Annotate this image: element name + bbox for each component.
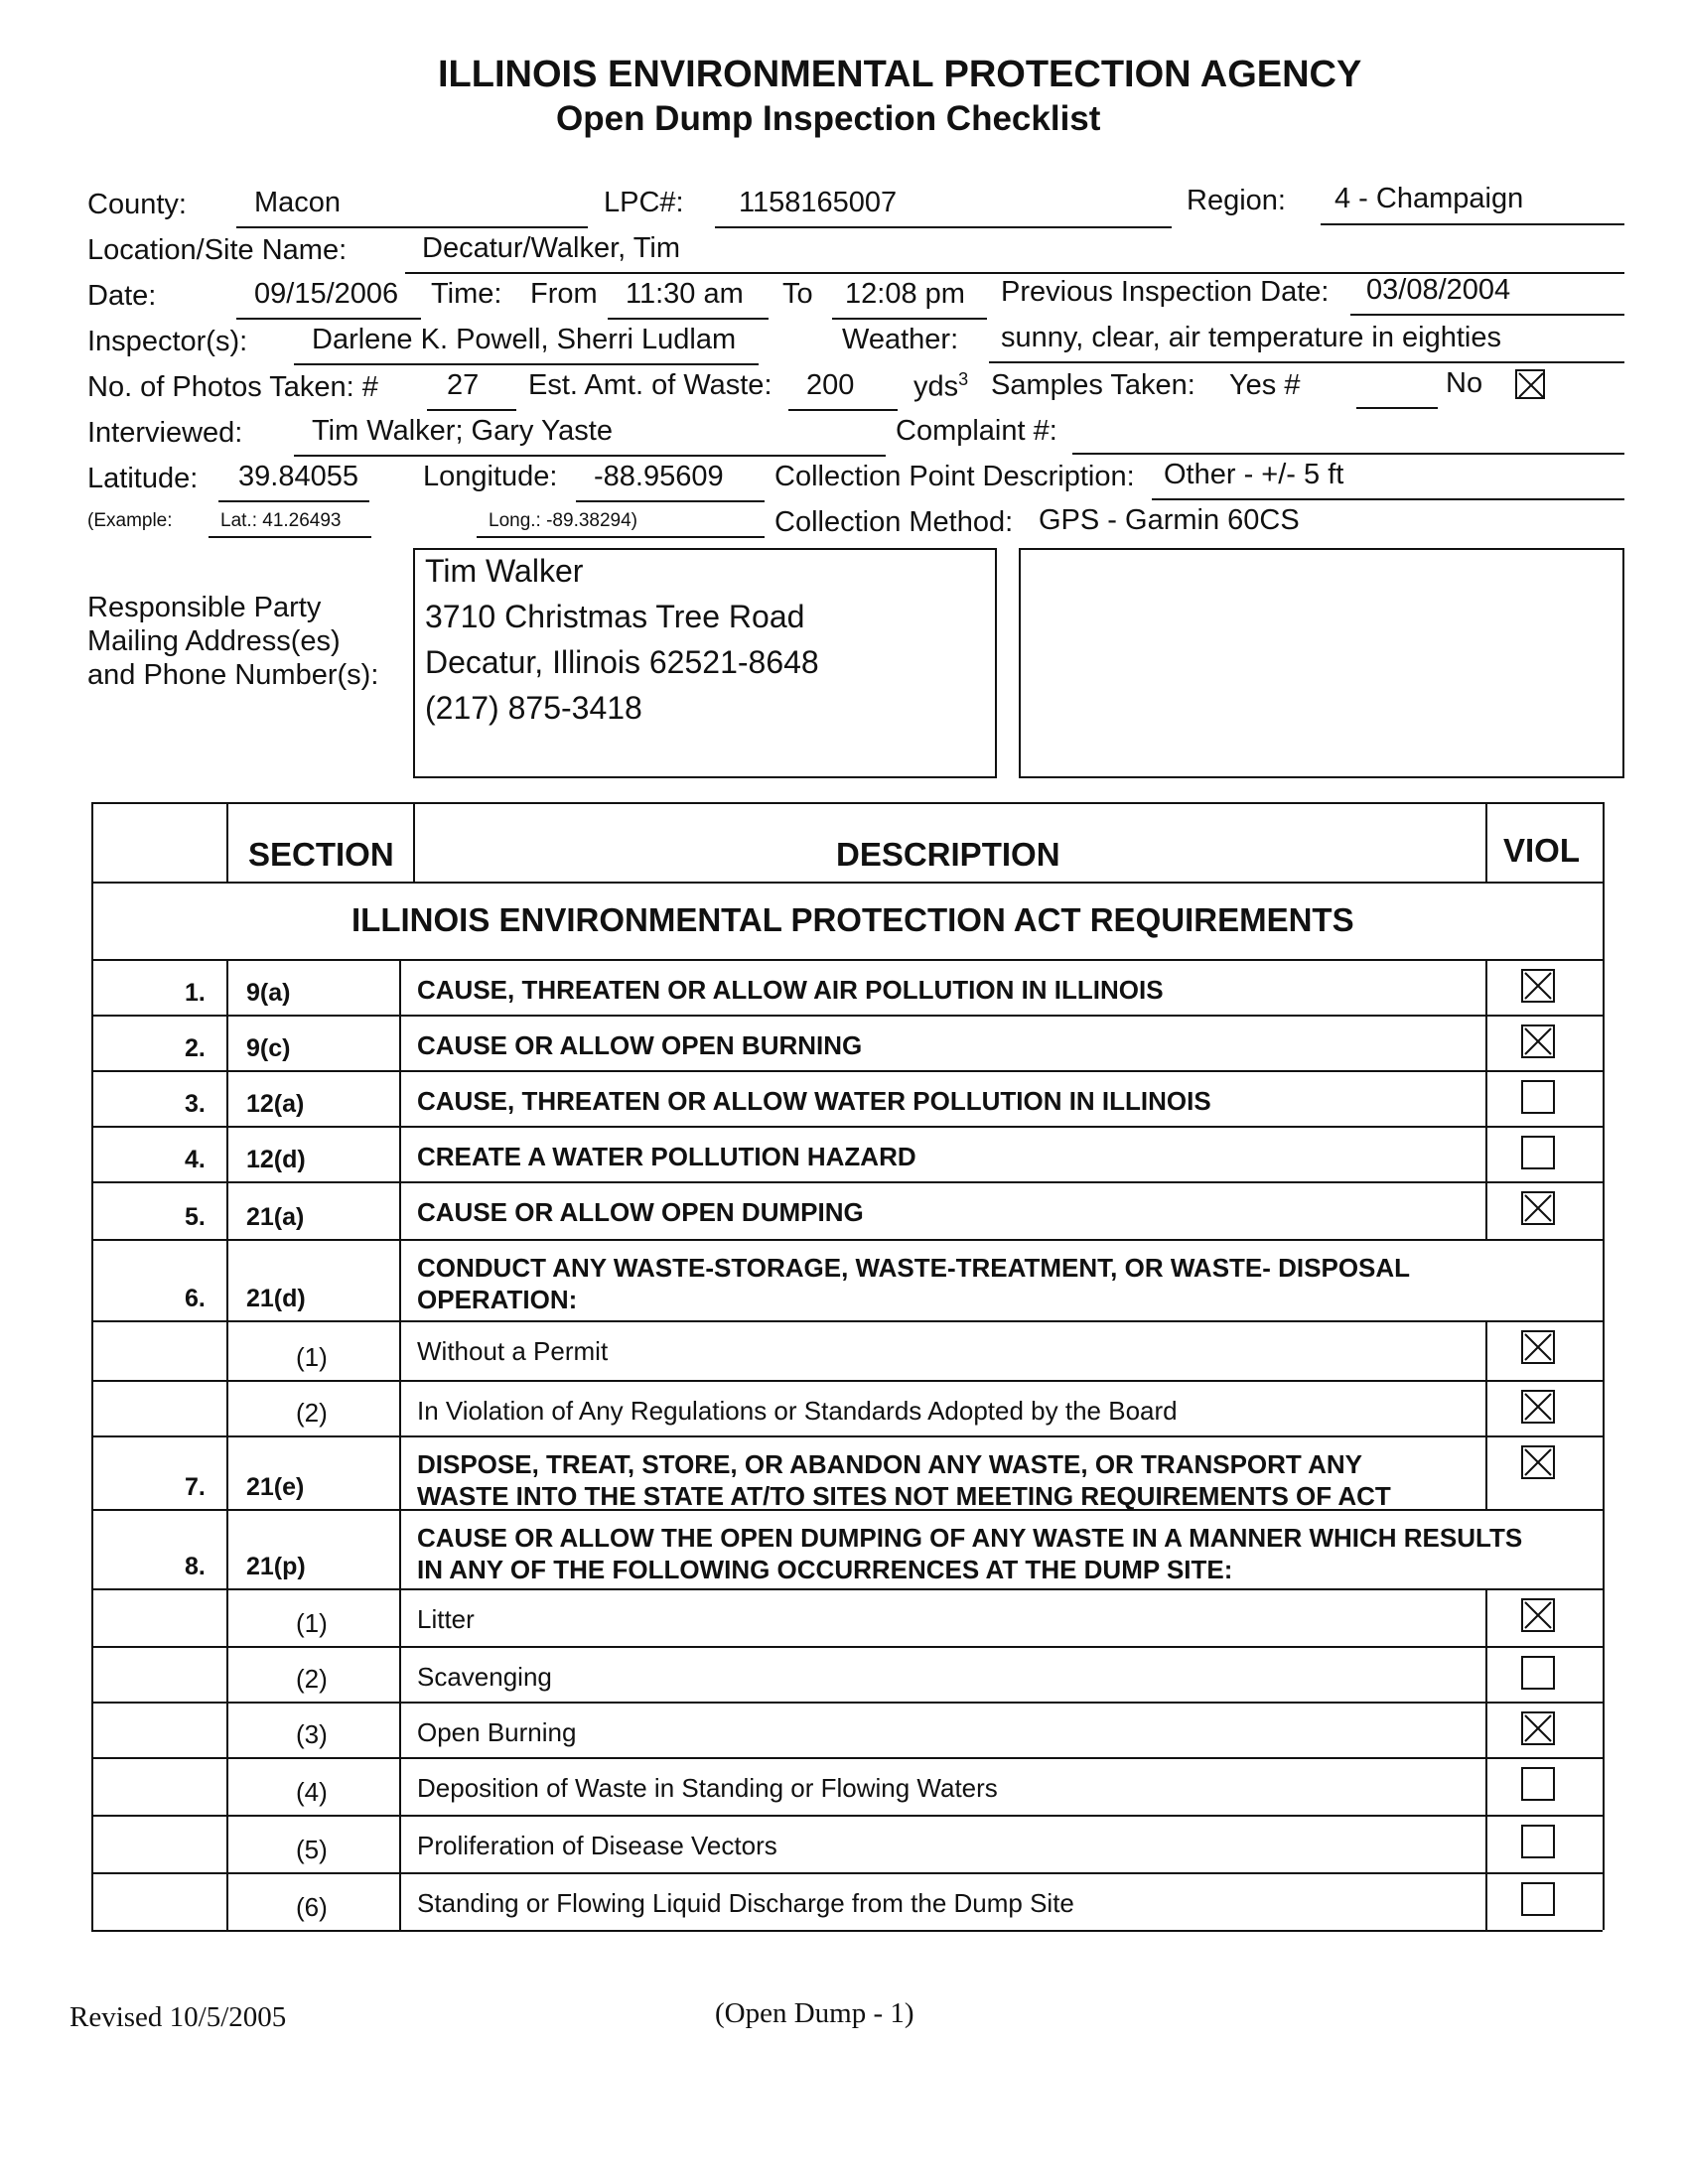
county-value: Macon <box>254 187 342 218</box>
row-description: CAUSE OR ALLOW OPEN DUMPING <box>417 1197 864 1227</box>
violation-checkbox[interactable] <box>1521 969 1555 1003</box>
row-section: 9(a) <box>246 979 291 1007</box>
row-number: 3. <box>185 1090 206 1118</box>
row-section: 21(d) <box>246 1285 306 1312</box>
row-description: Without a Permit <box>417 1336 609 1366</box>
col-viol-header: VIOL <box>1503 832 1581 869</box>
longitude-label: Longitude: <box>423 461 558 492</box>
row-description-line-1: CAUSE OR ALLOW THE OPEN DUMPING OF ANY WASTE IN A MANNER WHICH RESULTS <box>417 1523 1523 1553</box>
address-line-1: Tim Walker <box>425 553 584 589</box>
row-description: CAUSE, THREATEN OR ALLOW AIR POLLUTION IN ILLINOIS <box>417 975 1164 1005</box>
row-description: CAUSE, THREATEN OR ALLOW WATER POLLUTION IN ILLINOIS <box>417 1086 1211 1116</box>
longitude-value: -88.95609 <box>594 461 724 492</box>
row-subsection: (2) <box>296 1398 328 1428</box>
row-number: 2. <box>185 1034 206 1062</box>
cpd-label: Collection Point Description: <box>774 461 1135 492</box>
violation-checkbox[interactable] <box>1521 1191 1555 1225</box>
row-subsection: (5) <box>296 1835 328 1864</box>
row-description: In Violation of Any Regulations or Standards Adopted by the Board <box>417 1396 1178 1426</box>
row-description: Standing or Flowing Liquid Discharge from the Dump Site <box>417 1888 1074 1918</box>
samples-no-checkbox[interactable] <box>1515 369 1545 399</box>
check-x-icon <box>1523 1332 1553 1362</box>
violation-checkbox[interactable] <box>1521 1711 1555 1745</box>
responsible-label-2: Mailing Address(es) <box>87 625 341 657</box>
row-subsection: (6) <box>296 1892 328 1922</box>
row-section: 12(d) <box>246 1146 306 1173</box>
responsible-label-3: and Phone Number(s): <box>87 659 379 691</box>
complaint-label: Complaint #: <box>896 415 1057 447</box>
inspector-value: Darlene K. Powell, Sherri Ludlam <box>312 324 737 355</box>
row-description: CREATE A WATER POLLUTION HAZARD <box>417 1142 916 1171</box>
waste-unit: yds$^3$ <box>913 369 969 403</box>
address-line-4: (217) 875-3418 <box>425 690 642 726</box>
address-line-3: Decatur, Illinois 62521-8648 <box>425 644 819 680</box>
latitude-label: Latitude: <box>87 463 199 494</box>
row-description: Open Burning <box>417 1717 577 1747</box>
check-x-icon <box>1523 1026 1553 1056</box>
row-number: 1. <box>185 979 206 1007</box>
address-line-2: 3710 Christmas Tree Road <box>425 599 805 634</box>
revised-date: Revised 10/5/2005 <box>70 2001 287 2033</box>
row-subsection: (3) <box>296 1719 328 1749</box>
row-description-line-1: CONDUCT ANY WASTE-STORAGE, WASTE-TREATMENT, OR WASTE- DISPOSAL <box>417 1253 1411 1283</box>
responsible-label-1: Responsible Party <box>87 592 322 623</box>
photos-label: No. of Photos Taken: # <box>87 371 378 403</box>
row-section: 21(p) <box>246 1553 306 1580</box>
row-number: 8. <box>185 1553 206 1580</box>
row-number: 6. <box>185 1285 206 1312</box>
interviewed-label: Interviewed: <box>87 417 243 449</box>
row-subsection: (1) <box>296 1608 328 1638</box>
row-description-line-1: DISPOSE, TREAT, STORE, OR ABANDON ANY WASTE, OR TRANSPORT ANY <box>417 1449 1362 1479</box>
example-lat: Lat.: 41.26493 <box>220 510 342 531</box>
violation-checkbox[interactable] <box>1521 1136 1555 1169</box>
location-label: Location/Site Name: <box>87 234 348 266</box>
group-title: ILLINOIS ENVIRONMENTAL PROTECTION ACT REQUIREMENTS <box>351 901 1354 938</box>
check-x-icon <box>1523 1713 1553 1743</box>
row-subsection: (2) <box>296 1664 328 1694</box>
samples-yes-label: Yes # <box>1229 369 1301 401</box>
additional-address-box <box>1019 548 1624 778</box>
row-number: 7. <box>185 1473 206 1501</box>
agency-title: ILLINOIS ENVIRONMENTAL PROTECTION AGENCY <box>438 54 1362 95</box>
example-label: (Example: <box>87 510 173 531</box>
row-description: Scavenging <box>417 1662 552 1692</box>
form-title: Open Dump Inspection Checklist <box>556 99 1101 138</box>
violation-checkbox[interactable] <box>1521 1445 1555 1479</box>
prev-inspection-value: 03/08/2004 <box>1366 274 1511 306</box>
violation-checkbox[interactable] <box>1521 1825 1555 1858</box>
check-x-icon <box>1523 1193 1553 1223</box>
row-description: Deposition of Waste in Standing or Flowing Waters <box>417 1773 998 1803</box>
time-label: Time: <box>431 278 502 310</box>
time-from-value: 11:30 am <box>626 278 744 310</box>
violation-checkbox[interactable] <box>1521 1330 1555 1364</box>
time-from-label: From <box>530 278 598 310</box>
violation-checkbox[interactable] <box>1521 1656 1555 1690</box>
violation-checkbox[interactable] <box>1521 1024 1555 1058</box>
row-description-line-2: WASTE INTO THE STATE AT/TO SITES NOT MEETING REQUIREMENTS OF ACT <box>417 1481 1391 1511</box>
row-description-line-2: IN ANY OF THE FOLLOWING OCCURRENCES AT THE DUMP SITE: <box>417 1555 1233 1584</box>
time-to-label: To <box>782 278 813 310</box>
check-x-icon <box>1523 971 1553 1001</box>
row-section: 9(c) <box>246 1034 291 1062</box>
samples-label: Samples Taken: <box>991 369 1195 401</box>
row-number: 4. <box>185 1146 206 1173</box>
check-x-icon <box>1523 1447 1553 1477</box>
date-value: 09/15/2006 <box>254 278 399 310</box>
method-label: Collection Method: <box>774 506 1014 538</box>
row-description: CAUSE OR ALLOW OPEN BURNING <box>417 1030 863 1060</box>
violation-checkbox[interactable] <box>1521 1767 1555 1801</box>
photos-value: 27 <box>447 369 480 401</box>
interviewed-value: Tim Walker; Gary Yaste <box>312 415 613 447</box>
violation-checkbox[interactable] <box>1521 1882 1555 1916</box>
row-description: Proliferation of Disease Vectors <box>417 1831 777 1860</box>
row-subsection: (1) <box>296 1342 328 1372</box>
page-label: (Open Dump - 1) <box>715 1997 914 2029</box>
lpc-label: LPC#: <box>604 187 684 218</box>
location-value: Decatur/Walker, Tim <box>422 232 680 264</box>
row-description-line-2: OPERATION: <box>417 1285 578 1314</box>
time-to-value: 12:08 pm <box>845 278 965 310</box>
prev-inspection-label: Previous Inspection Date: <box>1001 276 1330 308</box>
row-subsection: (4) <box>296 1777 328 1807</box>
check-x-icon <box>1523 1392 1553 1422</box>
violation-checkbox[interactable] <box>1521 1390 1555 1424</box>
row-section: 12(a) <box>246 1090 305 1118</box>
lpc-value: 1158165007 <box>739 187 898 218</box>
example-long: Long.: -89.38294) <box>489 510 638 531</box>
row-section: 21(e) <box>246 1473 305 1501</box>
waste-value: 200 <box>806 369 855 401</box>
row-number: 5. <box>185 1203 206 1231</box>
region-value: 4 - Champaign <box>1334 183 1524 214</box>
row-description: Litter <box>417 1604 475 1634</box>
col-description-header: DESCRIPTION <box>836 836 1060 873</box>
waste-label: Est. Amt. of Waste: <box>528 369 772 401</box>
inspector-label: Inspector(s): <box>87 326 248 357</box>
samples-no-label: No <box>1446 367 1483 399</box>
latitude-value: 39.84055 <box>238 461 358 492</box>
county-label: County: <box>87 189 187 220</box>
check-x-icon <box>1523 1600 1553 1630</box>
cpd-value: Other - +/- 5 ft <box>1164 459 1344 490</box>
weather-label: Weather: <box>842 324 959 355</box>
col-section-header: SECTION <box>248 836 394 873</box>
date-label: Date: <box>87 280 157 312</box>
row-section: 21(a) <box>246 1203 305 1231</box>
violation-checkbox[interactable] <box>1521 1598 1555 1632</box>
region-label: Region: <box>1187 185 1286 216</box>
check-x-icon <box>1517 371 1547 401</box>
weather-value: sunny, clear, air temperature in eighties <box>1001 322 1502 353</box>
violation-checkbox[interactable] <box>1521 1080 1555 1114</box>
method-value: GPS - Garmin 60CS <box>1039 504 1300 536</box>
